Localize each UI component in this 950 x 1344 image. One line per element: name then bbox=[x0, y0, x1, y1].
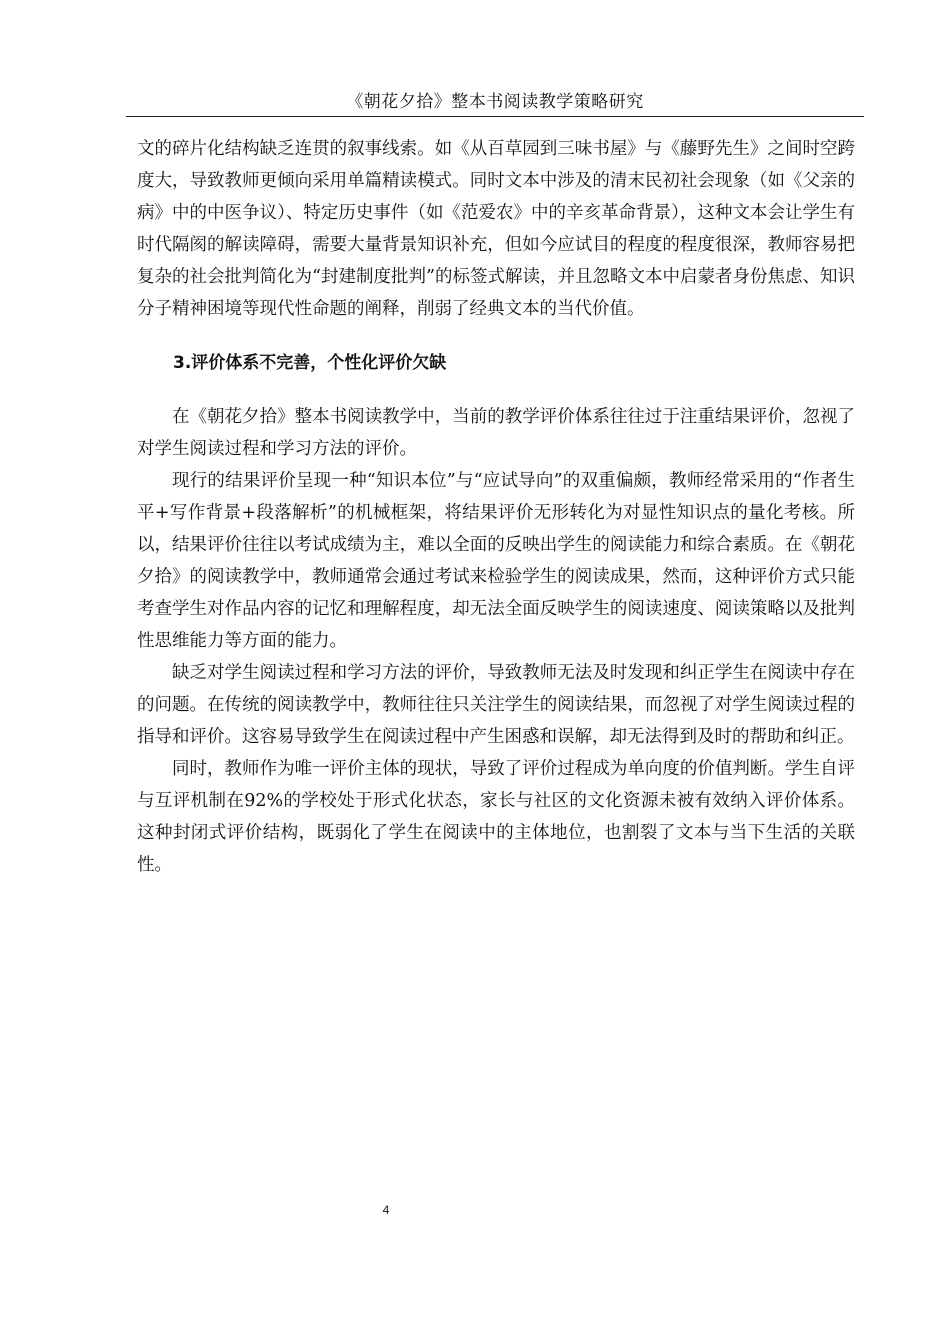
running-header-title: 《朝花夕拾》整本书阅读教学策略研究 bbox=[346, 92, 644, 112]
paragraph-2: 现行的结果评价呈现一种“知识本位”与“应试导向”的双重偏颇，教师经常采用的“作者生平+写作背景+段落解析”的机械框架，将结果评价无形转化为对显性知识点的量化考核。所以，结果评价往往以考试成绩为主，难以全面的反映出学生的阅读能力和综合素质。在《朝花夕拾》的阅读教学中，教师通常会通过考试来检验学生的阅读成果，然而，这种评价方式只能考查学生对作品内容的记忆和理解程度，却无法全面反映学生的阅读速度、阅读策略以及批判性思维能力等方面的能力。 bbox=[137, 471, 855, 651]
paragraph-4: 同时，教师作为唯一评价主体的现状，导致了评价过程成为单向度的价值判断。学生自评与互评机制在92%的学校处于形式化状态，家长与社区的文化资源未被有效纳入评价体系。这种封闭式评价结构，既弱化了学生在阅读中的主体地位，也割裂了文本与当下生活的关联性。 bbox=[137, 759, 855, 875]
page-number: 4 bbox=[382, 1203, 390, 1217]
body-text bbox=[137, 133, 855, 881]
paragraph-3: 缺乏对学生阅读过程和学习方法的评价，导致教师无法及时发现和纠正学生在阅读中存在的问题。在传统的阅读教学中，教师往往只关注学生的阅读结果，而忽视了对学生阅读过程的指导和评价。这容易导致学生在阅读过程中产生困惑和误解，却无法得到及时的帮助和纠正。 bbox=[137, 663, 855, 747]
section-heading: 3.评价体系不完善，个性化评价欠缺 bbox=[173, 353, 447, 373]
paragraph-continued: 文的碎片化结构缺乏连贯的叙事线索。如《从百草园到三味书屋》与《藤野先生》之间时空跨度大，导致教师更倾向采用单篇精读模式。同时文本中涉及的清末民初社会现象（如《父亲的病》中的中医争议）、特定历史事件（如《范爱农》中的辛亥革命背景），这种文本会让学生有时代隔阂的解读障碍，需要大量背景知识补充，但如今应试目的程度的程度很深，教师容易把复杂的社会批判简化为“封建制度批判”的标签式解读，并且忽略文本中启蒙者身份焦虑、知识分子精神困境等现代性命题的阐释，削弱了经典文本的当代价值。 bbox=[137, 139, 855, 319]
paragraph-1: 在《朝花夕拾》整本书阅读教学中，当前的教学评价体系往往过于注重结果评价，忽视了对学生阅读过程和学习方法的评价。 bbox=[137, 407, 855, 459]
header-rule bbox=[126, 116, 864, 117]
